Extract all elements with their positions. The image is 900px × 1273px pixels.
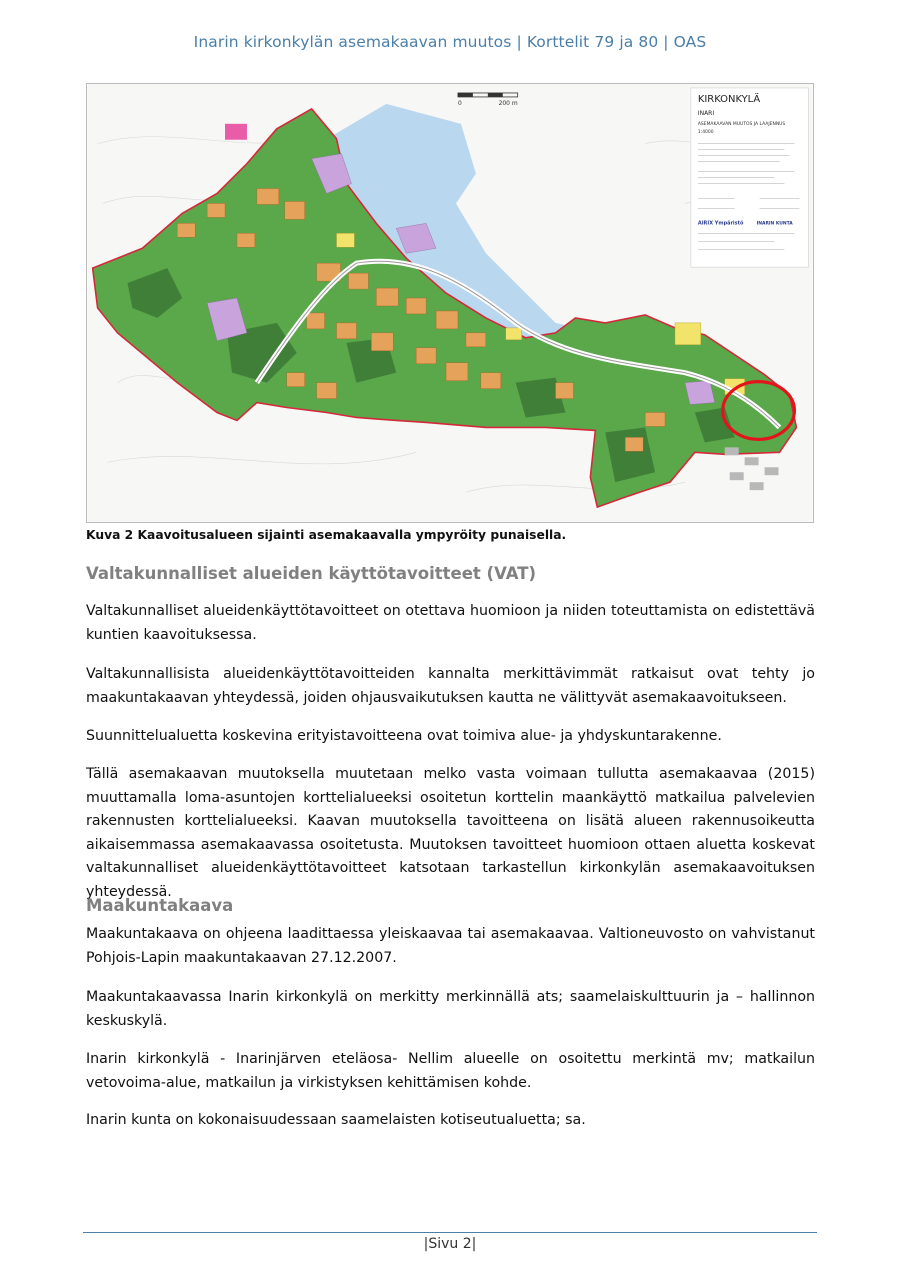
legend-title: KIRKONKYLÄ xyxy=(697,93,761,105)
airix-logo: AIRIX Ympäristö xyxy=(697,220,744,227)
paragraph: Maakuntakaavassa Inarin kirkonkylä on merkitty merkinnällä ats; saamelaiskulttuurin ja – hallinnon keskuskylä. xyxy=(86,989,815,1029)
paragraph: Inarin kirkonkylä - Inarinjärven eteläosa- Nellim alueelle on osoitettu merkintä mv; matkailun vetovoima-alue, matkailun ja virkistyksen kehittämisen kohde. xyxy=(86,1051,815,1091)
page-number: |Sivu 2| xyxy=(423,1236,477,1252)
svg-text:0: 0 xyxy=(457,99,462,107)
legend-subtitle: INARI xyxy=(697,109,715,117)
heading-maakuntakaava: Maakuntakaava xyxy=(86,896,234,915)
paragraph: Maakuntakaava on ohjeena laadittaessa yleiskaavaa tai asemakaavaa. Valtioneuvosto on vahvistanut Pohjois-Lapin maakuntakaavan 27.12.2007. xyxy=(86,926,815,966)
page-header: Inarin kirkonkylän asemakaavan muutos | Korttelit 79 ja 80 | OAS xyxy=(193,33,707,51)
footer-rule xyxy=(83,1232,817,1233)
heading-vat: Valtakunnalliset alueiden käyttötavoitteet (VAT) xyxy=(86,564,537,583)
paragraph: Inarin kunta on kokonaisuudessaan saamelaisten kotiseutualuetta; sa. xyxy=(86,1112,586,1128)
zoning-map-figure xyxy=(86,83,814,523)
figure-caption: Kuva 2 Kaavoitusalueen sijainti asemakaavalla ympyröity punaisella. xyxy=(86,528,567,542)
map-legend xyxy=(691,88,808,267)
paragraph: Valtakunnallisista alueidenkäyttötavoitteiden kannalta merkittävimmät ratkaisut ovat tehty jo maakuntakaavan yhteydessä, joiden ohjausvaikutuksen kautta ne välittyvät asemakaavoitukseen. xyxy=(86,666,815,706)
paragraph: Valtakunnalliset alueidenkäyttötavoitteet on otettava huomioon ja niiden toteuttamista on edistettävä kuntien kaavoituksessa. xyxy=(86,603,815,643)
paragraph: Suunnittelualuetta koskevina erityistavoitteena ovat toimiva alue- ja yhdyskuntarakenne. xyxy=(86,728,722,744)
svg-text:200 m: 200 m xyxy=(498,99,518,107)
paragraph: Tällä asemakaavan muutoksella muutetaan melko vasta voimaan tullutta asemakaavaa (2015) muuttamalla loma-asuntojen korttelialueeksi osoitetun korttelin maankäyttö matkailua palvelevien rakennusten korttelialueeksi. Kaavan muutoksella tavoitteena on lisätä alueen rakennusoikeutta aikaisemmassa asemakaavassa osoitetusta. Muutoksen tavoitteet huomioon ottaen aluetta koskevat valtakunnalliset alueidenkäyttötavoitteet katsotaan tarkastellun kirkonkylän asemakaavoituksen yhteydessä. xyxy=(86,766,815,900)
inari-logo: INARIN KUNTA xyxy=(756,221,793,227)
legend-scale: 1:4000 xyxy=(697,129,714,135)
zoning-map xyxy=(87,84,813,522)
legend-line: ASEMAKAAVAN MUUTOS JA LAAJENNUS xyxy=(697,121,786,127)
pink-zone xyxy=(225,124,247,140)
